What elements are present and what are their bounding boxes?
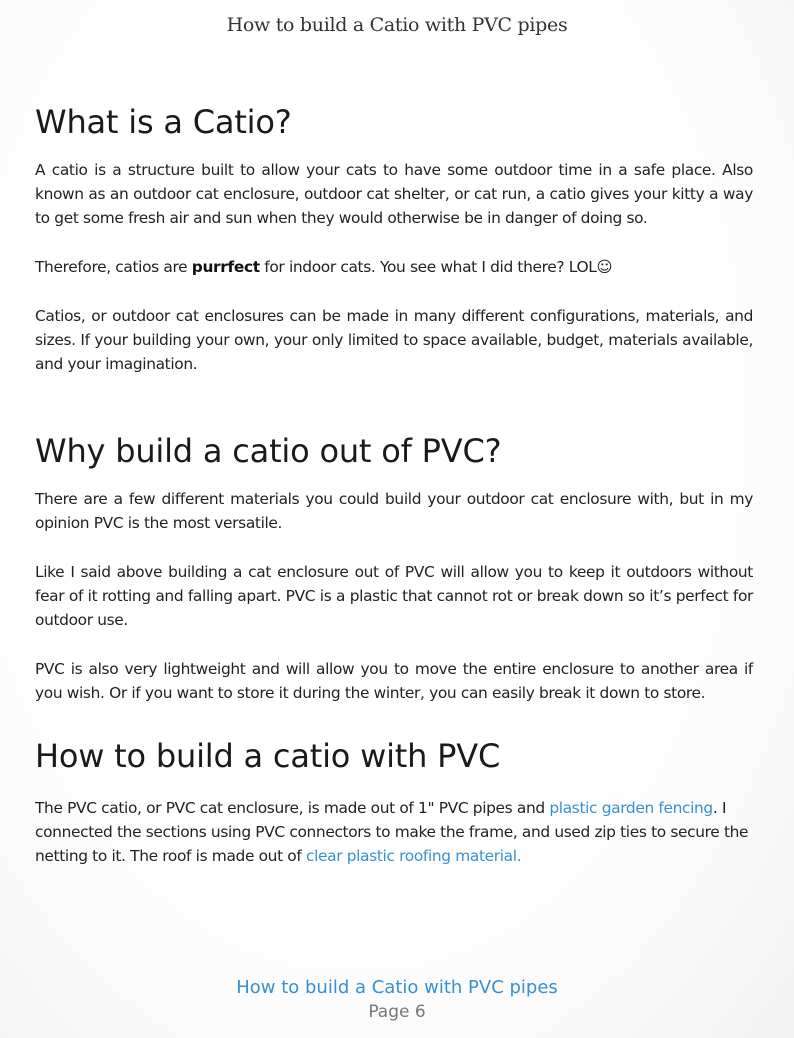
page-footer	[0, 975, 794, 1024]
paragraph-catio-configurations: Catios, or outdoor cat enclosures can be made in many different configurations, materials, and sizes. If your building your own, your only limited to space available, budget, materials available, and your imagination.	[35, 307, 753, 373]
page-number: Page 6	[368, 1002, 426, 1022]
paragraph-pvc-versatile: There are a few different materials you could build your outdoor cat enclosure with, but in my opinion PVC is the most versatile.	[35, 490, 753, 532]
paragraph-build-text-start: The PVC catio, or PVC cat enclosure, is made out of 1" PVC pipes and	[35, 799, 550, 817]
paragraph-build-text-middle: . I connected the sections using PVC connectors to make the frame, and used zip ties to secure the netting to it. The roof is made out of	[35, 799, 749, 865]
paragraph-pvc-lightweight: PVC is also very lightweight and will allow you to move the entire enclosure to another area if you wish. Or if you want to store it during the winter, you can easily break it down to store.	[35, 660, 753, 702]
purrfect-bold-word: purrfect	[191, 258, 260, 276]
paragraph-pvc-outdoor-use: Like I said above building a cat enclosure out of PVC will allow you to keep it outdoors without fear of it rotting and falling apart. PVC is a plastic that cannot rot or break down so it’s perfect for outdoor use.	[35, 563, 753, 629]
document-body	[35, 100, 753, 868]
clear-plastic-roofing-link[interactable]: clear plastic roofing material.	[306, 847, 522, 865]
plastic-garden-fencing-link[interactable]: plastic garden fencing	[549, 799, 713, 817]
footer-title: How to build a Catio with PVC pipes	[236, 977, 558, 998]
paragraph-purrfect-text-start: Therefore, catios are	[35, 258, 192, 276]
paragraph-build-materials	[35, 796, 753, 868]
heading-how-to-build: How to build a catio with PVC	[35, 737, 501, 775]
paragraph-catio-definition: A catio is a structure built to allow your cats to have some outdoor time in a safe place. Also known as an outdoor cat enclosure, outdoor cat shelter, or cat run, a catio gives your kitty a way to get some fresh air and sun when they would otherwise be in danger of doing so.	[35, 161, 753, 227]
heading-what-is-a-catio: What is a Catio?	[35, 103, 292, 141]
paragraph-purrfect-text-end: for indoor cats. You see what I did there? LOL☺	[259, 258, 613, 276]
heading-why-pvc: Why build a catio out of PVC?	[35, 432, 502, 470]
paragraph-purrfect	[35, 255, 753, 279]
page-header: How to build a Catio with PVC pipes	[226, 14, 568, 36]
